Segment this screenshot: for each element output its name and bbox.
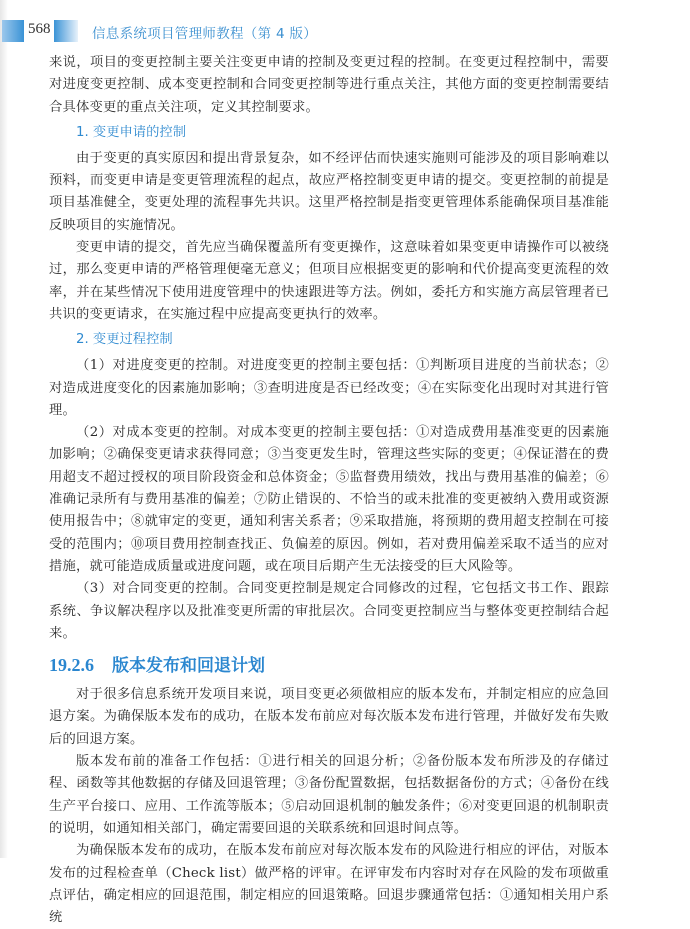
- paragraph: 变更申请的提交，首先应当确保覆盖所有变更操作，这意味着如果变更申请操作可以被绕过，那么变更申请的严格管理便毫无意义；但项目应根据变更的影响和代价提高变更流程的效率，并在某些情况下使用进度管理中的快速跟进等方法。例如，委托方和实施方高层管理者已共识的变更请求，在实施过程中应提高变更执行的效率。: [49, 240, 609, 322]
- header-accent-bar-left: [2, 20, 24, 42]
- section-title: 版本发布和回退计划: [112, 656, 265, 677]
- intro-paragraph: 来说，项目的变更控制主要关注变更申请的控制及变更过程的控制。在变更过程控制中，需要对进度变更控制、成本变更控制和合同变更控制等进行重点关注，其他方面的变更控制需要结合具体变更的重点关注项，定义其控制要求。: [49, 55, 609, 115]
- paragraph-cost-change: （2）对成本变更的控制。对成本变更的控制主要包括：①对造成费用基准变更的因素施加影响；②确保变更请求获得同意；③当变更发生时，管理这些实际的变更；④保证潜在的费用超支不超过授权的项目阶段资金和总体资金；⑤监督费用绩效，找出与费用基准的偏差；⑥准确记录所有与费用基准的偏差；⑦防止错误的、不恰当的或未批准的变更被纳入费用或资源使用报告中；⑧就审定的变更，通知利害关系者；⑨采取措施，将预期的费用超支控制在可接受的范围内；⑩项目费用控制查找正、负偏差的原因。例如，若对费用偏差采取不适当的应对措施，就可能造成质量或进度问题，或在项目后期产生无法接受的巨大风险等。: [49, 425, 609, 574]
- paragraph: 版本发布前的准备工作包括：①进行相关的回退分析；②备份版本发布所涉及的存储过程、函数等其他数据的存储及回退管理；③备份配置数据，包括数据备份的方式；④备份在线生产平台接口、应用、工作流等版本；⑤启动回退机制的触发条件；⑥对变更回退的机制职责的说明，如通知相关部门，确定需要回退的关联系统和回退时间点等。: [49, 754, 609, 836]
- section-number: 19.2.6: [49, 655, 94, 676]
- section-heading-19-2-6: [49, 653, 609, 678]
- book-title: 信息系统项目管理师教程（第 4 版）: [92, 26, 318, 42]
- page-number: 568: [28, 21, 51, 37]
- paragraph-contract-change: （3）对合同变更的控制。合同变更控制是规定合同修改的过程，它包括文书工作、跟踪系统、争议解决程序以及批准变更所需的审批层次。合同变更控制应当与整体变更控制结合起来。: [49, 581, 609, 641]
- section-heading-change-process-control: 2. 变更过程控制: [76, 332, 173, 348]
- paragraph: 对于很多信息系统开发项目来说，项目变更必须做相应的版本发布，并制定相应的应急回退方案。为确保版本发布的成功，在版本发布前应对每次版本发布进行管理，并做好发布失败后的回退方案。: [49, 687, 609, 747]
- page-edge-shadow: [0, 0, 8, 858]
- paragraph: 为确保版本发布的成功，在版本发布前应对每次版本发布的风险进行相应的评估，对版本发布的过程检查单（Check list）做严格的评审。在评审发布内容时对存在风险的发布项做重点评估，确定相应的回退范围，制定相应的回退策略。回退步骤通常包括：①通知相关用户系统: [49, 843, 609, 926]
- section-heading-change-request-control: 1. 变更申请的控制: [76, 124, 186, 140]
- paragraph: 由于变更的真实原因和提出背景复杂，如不经评估而快速实施则可能涉及的项目影响难以预料，而变更申请是变更管理流程的起点，故应严格控制变更申请的提交。变更控制的前提是项目基准健全，变更处理的流程事先共识。这里严格控制是指变更管理体系能确保项目基准能反映项目的实施情况。: [49, 150, 609, 233]
- header-accent-bar-right: [54, 20, 78, 42]
- running-header: [0, 20, 690, 42]
- page-body: [49, 52, 609, 929]
- paragraph-schedule-change: （1）对进度变更的控制。对进度变更的控制主要包括：①判断项目进度的当前状态；②对造成进度变化的因素施加影响；③查明进度是否已经改变；④在实际变化出现时对其进行管理。: [49, 358, 609, 418]
